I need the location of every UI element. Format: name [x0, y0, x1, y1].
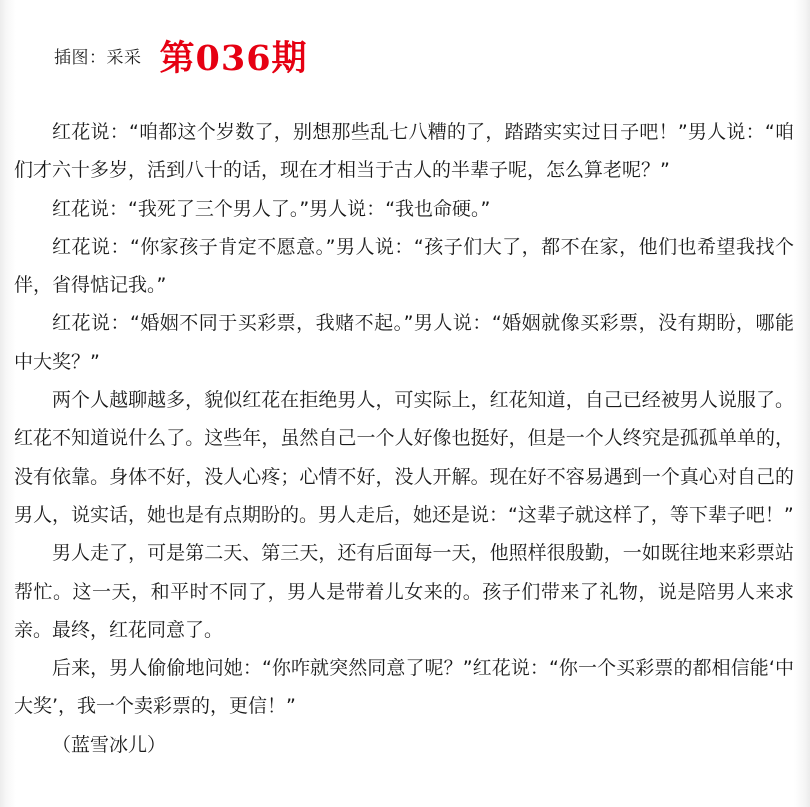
article-body: [14, 113, 794, 764]
paragraph: 两个人越聊越多，貌似红花在拒绝男人，可实际上，红花知道，自己已经被男人说服了。红花不知道说什么了。这些年，虽然自己一个人好像也挺好，但是一个人终究是孤孤单单的，没有依靠。身体不好，没人心疼；心情不好，没人开解。现在好不容易遇到一个真心对自己的男人，说实话，她也是有点期盼的。男人走后，她还是说：“这辈子就这样了，等下辈子吧！”: [14, 389, 794, 526]
issue-number: 第036期: [159, 37, 308, 79]
author-signature: （蓝雪冰儿）: [52, 733, 167, 756]
paragraph: 红花说：“咱都这个岁数了，别想那些乱七八糟的了，踏踏实实过日子吧！”男人说：“咱们才六十多岁，活到八十的话，现在才相当于古人的半辈子呢，怎么算老呢？”: [14, 121, 794, 182]
paragraph: 红花说：“你家孩子肯定不愿意。”男人说：“孩子们大了，都不在家，他们也希望我找个伴，省得惦记我。”: [14, 235, 794, 297]
header: [54, 28, 308, 88]
paragraph: 红花说：“婚姻不同于买彩票，我赌不起。”男人说：“婚姻就像买彩票，没有期盼，哪能中大奖？”: [14, 312, 794, 373]
paragraph: 红花说：“我死了三个男人了。”男人说：“我也命硬。”: [52, 197, 491, 220]
illustration-credit: 插图：采采: [54, 47, 142, 68]
paragraph: 后来，男人偷偷地问她：“你咋就突然同意了呢？”红花说：“你一个买彩票的都相信能‘中大奖’，我一个卖彩票的，更信！”: [14, 657, 794, 718]
paragraph: 男人走了，可是第二天、第三天，还有后面每一天，他照样很殷勤，一如既往地来彩票站帮忙。这一天，和平时不同了，男人是带着儿女来的。孩子们带来了礼物，说是陪男人来求亲。最终，红花同意了。: [14, 542, 794, 641]
